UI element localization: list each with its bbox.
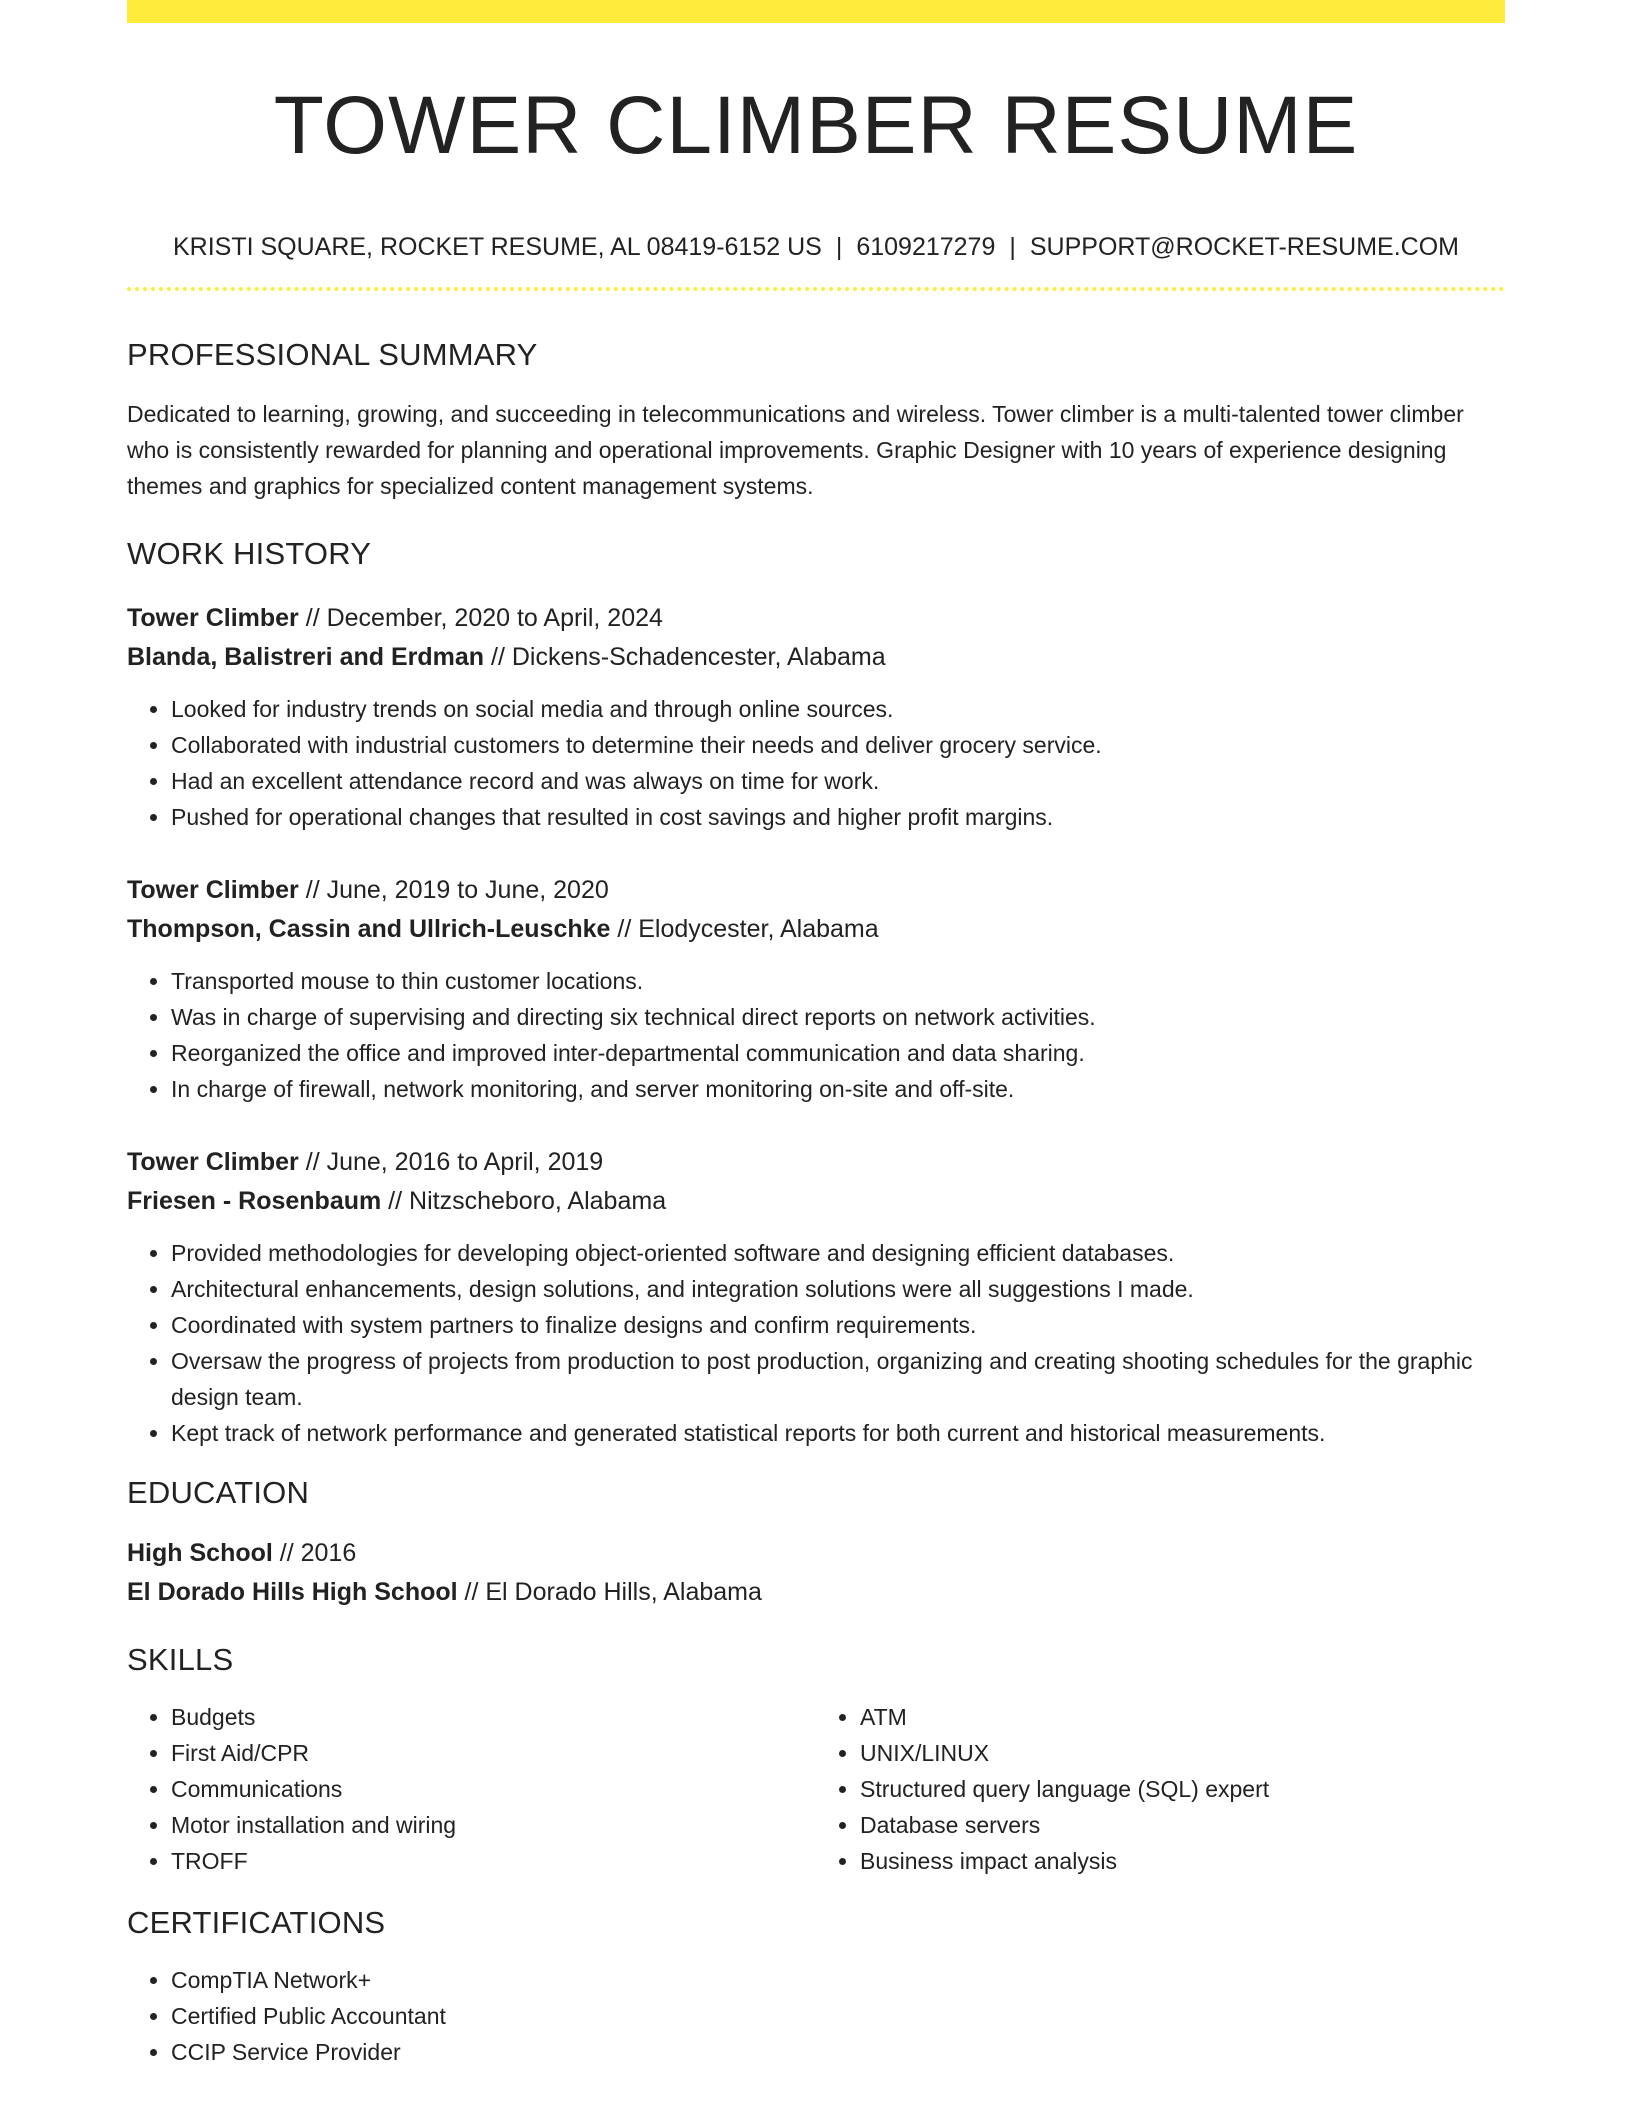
education-location: // El Dorado Hills, Alabama xyxy=(457,1578,762,1606)
certification-item: • CompTIA Network+ xyxy=(171,1962,1505,1998)
summary-heading: PROFESSIONAL SUMMARY xyxy=(127,337,538,372)
address: KRISTI SQUARE, ROCKET RESUME, AL 08419-6152 US xyxy=(172,233,822,261)
job-title: Tower Climber xyxy=(127,1148,299,1176)
education-school: El Dorado Hills High School xyxy=(127,1578,458,1606)
job-dates: // June, 2016 to April, 2019 xyxy=(298,1148,604,1176)
job-bullet: • Reorganized the office and improved inter-departmental communication and data sharing. xyxy=(171,1035,1505,1071)
job-title-line xyxy=(127,871,1505,910)
education-year: // 2016 xyxy=(272,1539,357,1567)
job-title: Tower Climber xyxy=(127,876,299,904)
job-dates: // June, 2019 to June, 2020 xyxy=(298,876,609,904)
job-bullet: • Had an excellent attendance record and was always on time for work. xyxy=(171,763,1505,799)
job-dates: // December, 2020 to April, 2024 xyxy=(298,604,663,632)
job-company-line xyxy=(127,1182,1505,1221)
education-degree: High School xyxy=(127,1539,273,1567)
job-bullets xyxy=(127,963,1505,1107)
skill-item: • Database servers xyxy=(860,1807,1505,1843)
job-bullet: • Was in charge of supervising and directing six technical direct reports on network activities. xyxy=(171,999,1505,1035)
job-bullet: • Looked for industry trends on social media and through online sources. xyxy=(171,691,1505,727)
job-title-line xyxy=(127,599,1505,638)
job-company: Friesen - Rosenbaum xyxy=(127,1187,382,1215)
job-bullet: • Collaborated with industrial customers to determine their needs and deliver grocery service. xyxy=(171,727,1505,763)
skills-left-list xyxy=(127,1699,816,1879)
contact-separator: | xyxy=(1009,233,1016,261)
education-school-line xyxy=(127,1573,1505,1612)
job-bullet: • Transported mouse to thin customer locations. xyxy=(171,963,1505,999)
job-bullet: • Architectural enhancements, design solutions, and integration solutions were all suggestions I made. xyxy=(171,1271,1505,1307)
resume-page xyxy=(127,0,1505,2070)
certifications-heading: CERTIFICATIONS xyxy=(127,1905,386,1940)
skills-right-list xyxy=(816,1699,1505,1879)
skill-item: • Structured query language (SQL) expert xyxy=(860,1771,1505,1807)
job-bullet: • Oversaw the progress of projects from production to post production, organizing and creating shooting schedules for the graphic design team. xyxy=(171,1343,1505,1415)
job-bullet: • Pushed for operational changes that resulted in cost savings and higher profit margins. xyxy=(171,799,1505,835)
skill-item: • UNIX/LINUX xyxy=(860,1735,1505,1771)
top-accent-bar xyxy=(127,0,1505,23)
skill-item: • Budgets xyxy=(171,1699,816,1735)
contact-line xyxy=(127,235,1505,260)
work-history-heading: WORK HISTORY xyxy=(127,536,372,571)
job-company-line xyxy=(127,910,1505,949)
job-entry xyxy=(127,599,1505,835)
certifications-list xyxy=(127,1962,1505,2070)
skill-item: • ATM xyxy=(860,1699,1505,1735)
job-company: Thompson, Cassin and Ullrich-Leuschke xyxy=(127,915,611,943)
skill-item: • First Aid/CPR xyxy=(171,1735,816,1771)
job-title: Tower Climber xyxy=(127,604,299,632)
job-entry xyxy=(127,871,1505,1107)
summary-text: Dedicated to learning, growing, and succeeding in telecommunications and wireless. Tower climber is a multi-talented tower climber who is consistently rewarded for planning and operational improvements. Graphic Designer with 10 years of experience designing themes and graphics for specialized content management systems. xyxy=(127,401,1464,499)
job-bullet: • Coordinated with system partners to finalize designs and confirm requirements. xyxy=(171,1307,1505,1343)
education-degree-line xyxy=(127,1534,1505,1573)
job-location: // Nitzscheboro, Alabama xyxy=(381,1187,667,1215)
job-location: // Dickens-Schadencester, Alabama xyxy=(484,643,886,671)
certification-item: • Certified Public Accountant xyxy=(171,1998,1505,2034)
skills-heading: SKILLS xyxy=(127,1642,234,1677)
page-title: TOWER CLIMBER RESUME xyxy=(273,80,1359,171)
job-location: // Elodycester, Alabama xyxy=(610,915,879,943)
certification-item: • CCIP Service Provider xyxy=(171,2034,1505,2070)
job-title-line xyxy=(127,1143,1505,1182)
job-bullet: • Provided methodologies for developing object-oriented software and designing efficient databases. xyxy=(171,1235,1505,1271)
email: SUPPORT@ROCKET-RESUME.COM xyxy=(1029,233,1460,261)
job-company: Blanda, Balistreri and Erdman xyxy=(127,643,485,671)
job-bullet: • Kept track of network performance and generated statistical reports for both current and historical measurements. xyxy=(171,1415,1505,1451)
dotted-divider xyxy=(127,287,1505,291)
education-entry xyxy=(127,1534,1505,1612)
job-bullets xyxy=(127,691,1505,835)
job-bullets xyxy=(127,1235,1505,1451)
phone: 6109217279 xyxy=(856,233,996,261)
education-heading: EDUCATION xyxy=(127,1475,310,1510)
skills-columns xyxy=(127,1699,1505,1879)
job-company-line xyxy=(127,638,1505,677)
skill-item: • Business impact analysis xyxy=(860,1843,1505,1879)
job-bullet: • In charge of firewall, network monitoring, and server monitoring on-site and off-site. xyxy=(171,1071,1505,1107)
skill-item: • Motor installation and wiring xyxy=(171,1807,816,1843)
job-entry xyxy=(127,1143,1505,1451)
skill-item: • TROFF xyxy=(171,1843,816,1879)
skill-item: • Communications xyxy=(171,1771,816,1807)
contact-separator: | xyxy=(835,233,843,261)
